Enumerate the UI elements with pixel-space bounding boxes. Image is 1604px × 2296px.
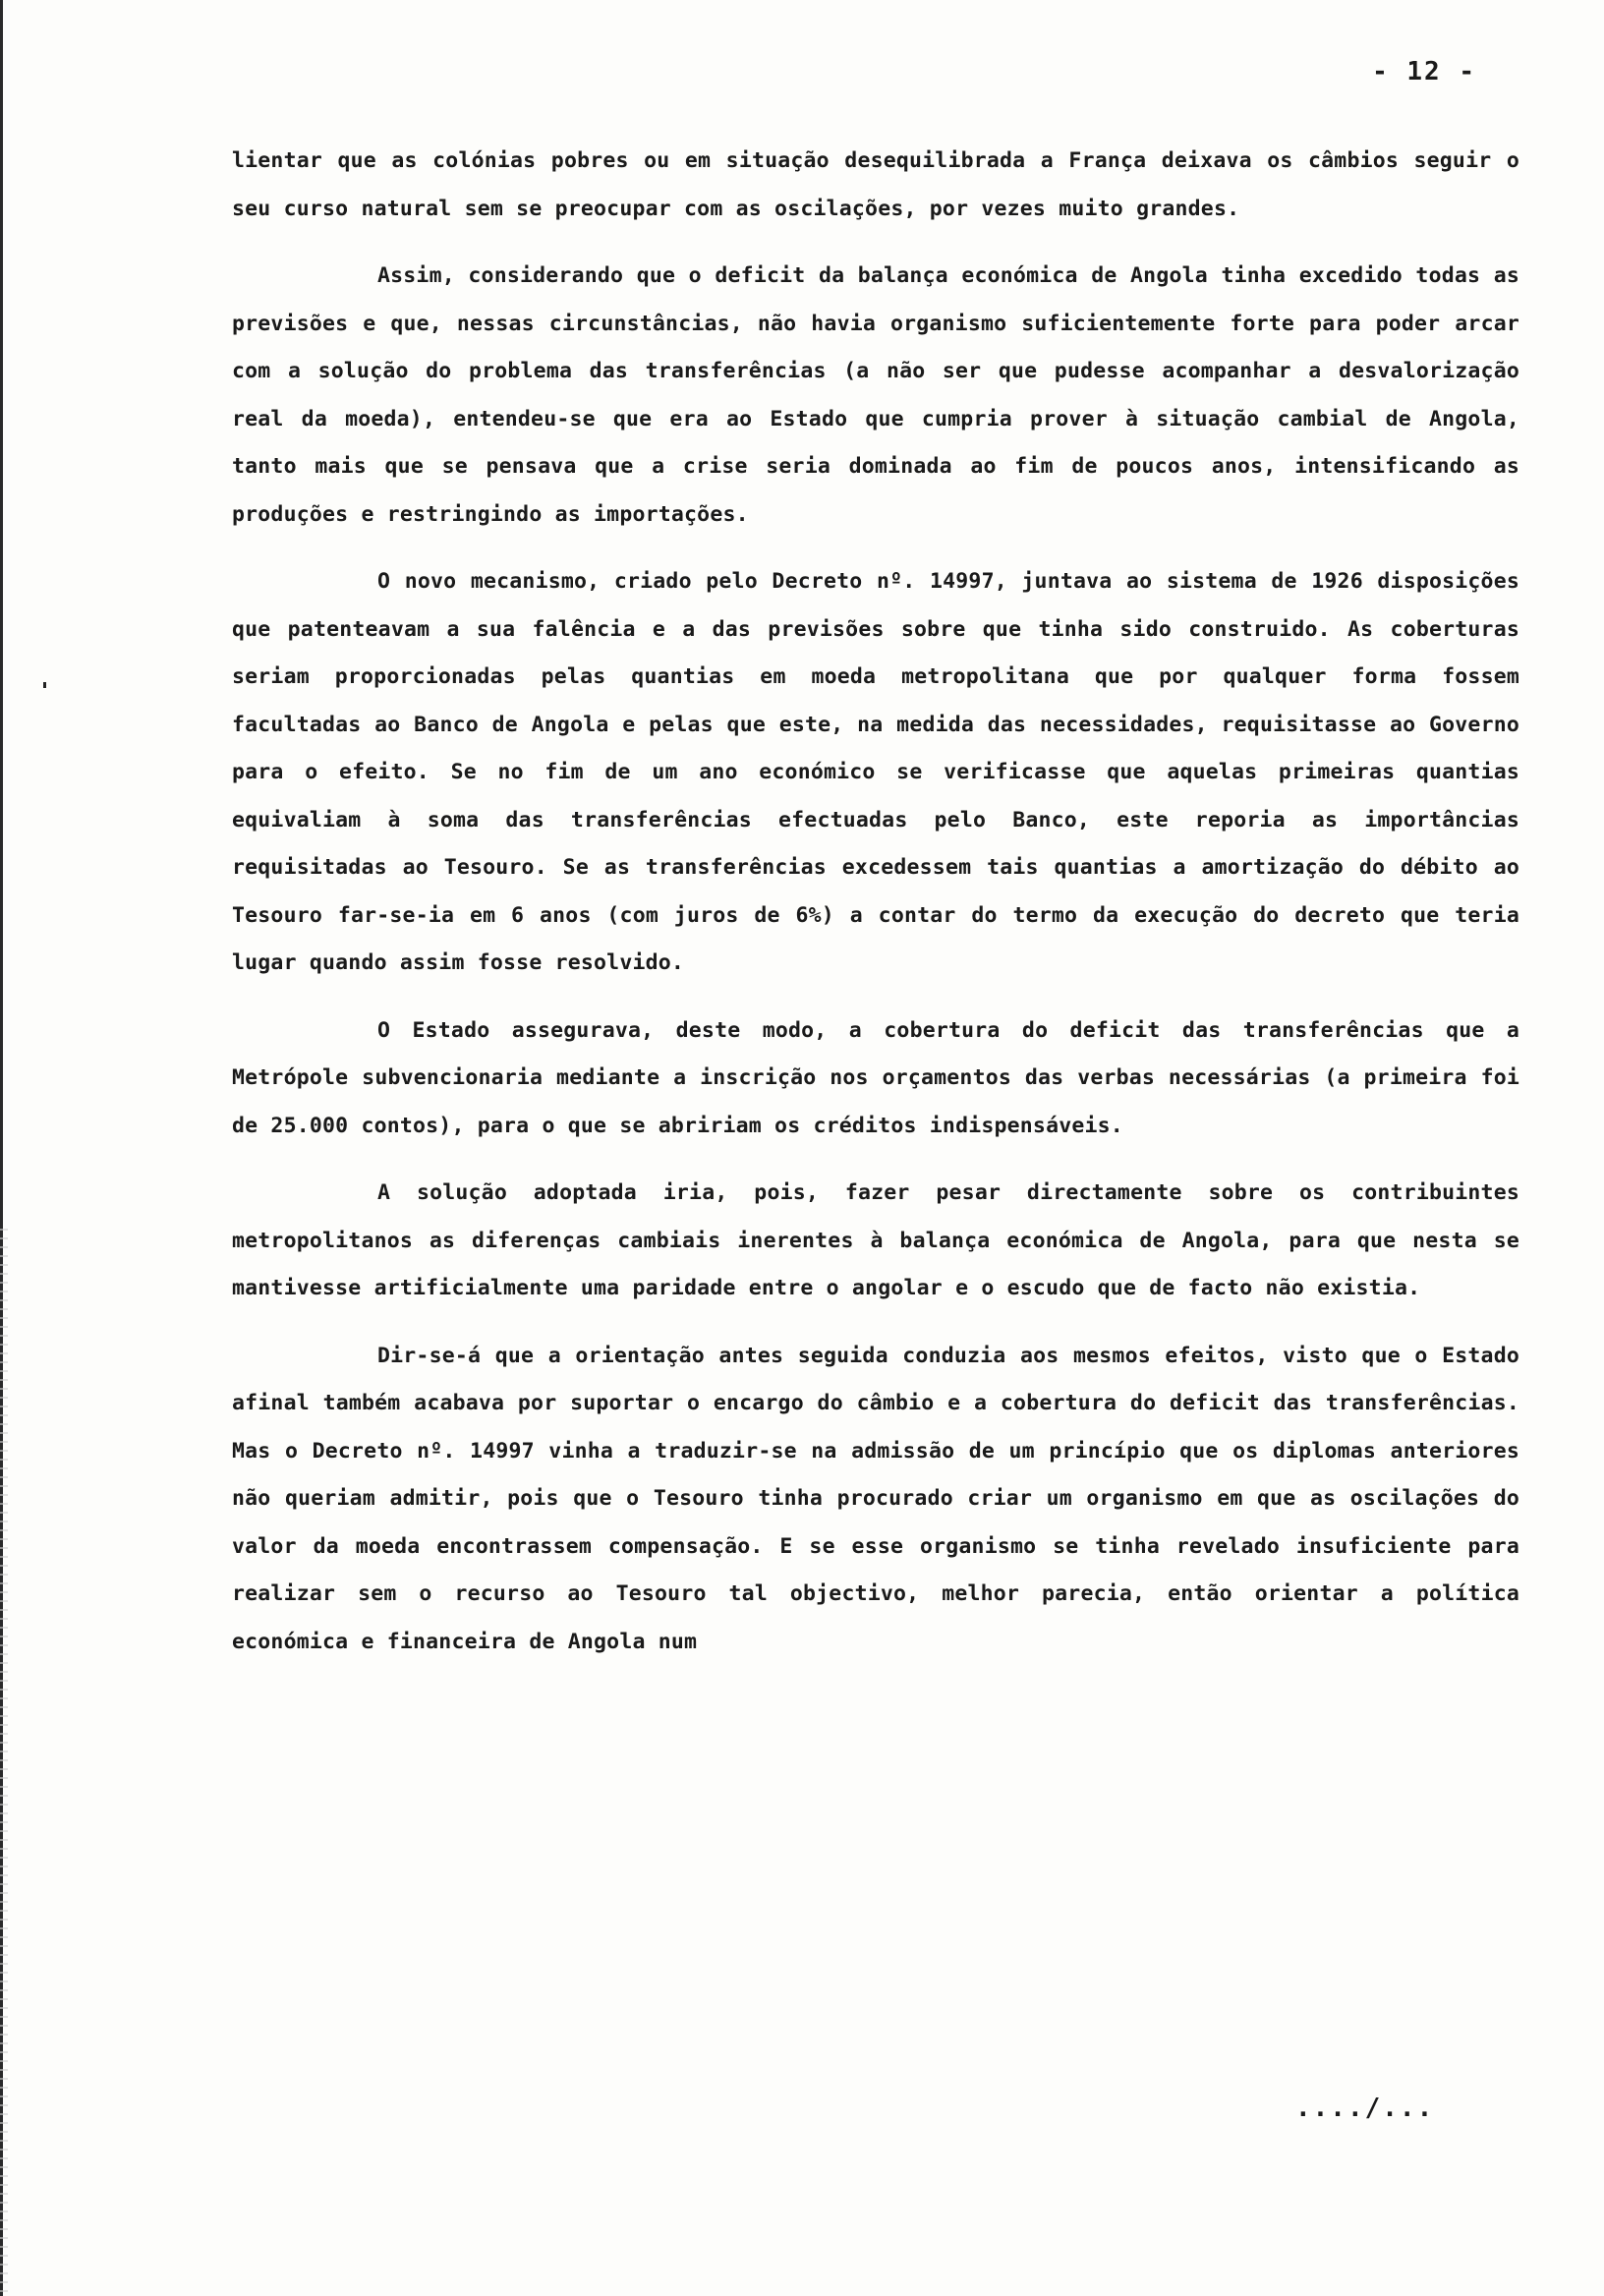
- paragraph: O novo mecanismo, criado pelo Decreto nº. 14997, juntava ao sistema de 1926 disposições que patenteavam a sua falência e a das previsões sobre que tinha sido construido. As coberturas seriam proporcionadas pelas quantias em moeda metropolitana que por qualquer forma fossem facultadas ao Banco de Angola e pelas que este, na medida das necessidades, requisitasse ao Governo para o efeito. Se no fim de um ano económico se verificasse que aquelas primeiras quantias equivaliam à soma das transferências efectuadas pelo Banco, este reporia as importâncias requisitadas ao Tesouro. Se as transferências excedessem tais quantias a amortização do débito ao Tesouro far-se-ia em 6 anos (com juros de 6%) a contar do termo da execução do decreto que teria lugar quando assim fosse resolvido.: [232, 569, 1519, 975]
- paragraph: Dir-se-á que a orientação antes seguida conduzia aos mesmos efeitos, visto que o Estado afinal também acabava por suportar o encargo do câmbio e a cobertura do deficit das transferências. Mas o Decreto nº. 14997 vinha a traduzir-se na admissão de um princípio que os diplomas anteriores não queriam admitir, pois que o Tesouro tinha procurado criar um organismo em que as oscilações do valor da moeda encontrassem compensação. E se esse organismo se tinha revelado insuficiente para realizar sem o recurso ao Tesouro tal objectivo, melhor parecia, então orientar a política económica e financeira de Angola num: [232, 1343, 1519, 1654]
- paragraph-continued: lientar que as colónias pobres ou em situação desequilibrada a França deixava os câmbios seguir o seu curso natural sem se preocupar com as oscilações, por vezes muito grandes.: [232, 148, 1519, 221]
- paragraph: A solução adoptada iria, pois, fazer pesar directamente sobre os contribuintes metropolitanos as diferenças cambiais inerentes à balança económica de Angola, para que nesta se mantivesse artificialmente uma paridade entre o angolar e o escudo que de facto não existia.: [232, 1180, 1519, 1300]
- page-number: - 12 -: [1372, 57, 1476, 86]
- document-body: [232, 138, 1519, 1686]
- continuation-mark: ..../...: [1295, 2094, 1435, 2123]
- scan-edge-noise: [0, 1229, 8, 2296]
- paragraph: O Estado assegurava, deste modo, a cobertura do deficit das transferências que a Metrópole subvencionaria mediante a inscrição nos orçamentos das verbas necessárias (a primeira foi de 25.000 contos), para o que se abririam os créditos indispensáveis.: [232, 1017, 1519, 1138]
- margin-mark: [43, 682, 46, 688]
- paragraph: Assim, considerando que o deficit da balança económica de Angola tinha excedido todas as previsões e que, nessas circunstâncias, não havia organismo suficientemente forte para poder arcar com a solução do problema das transferências (a não ser que pudesse acompanhar a desvalorização real da moeda), entendeu-se que era ao Estado que cumpria prover à situação cambial de Angola, tanto mais que se pensava que a crise seria dominada ao fim de poucos anos, intensificando as produções e restringindo as importações.: [232, 263, 1519, 527]
